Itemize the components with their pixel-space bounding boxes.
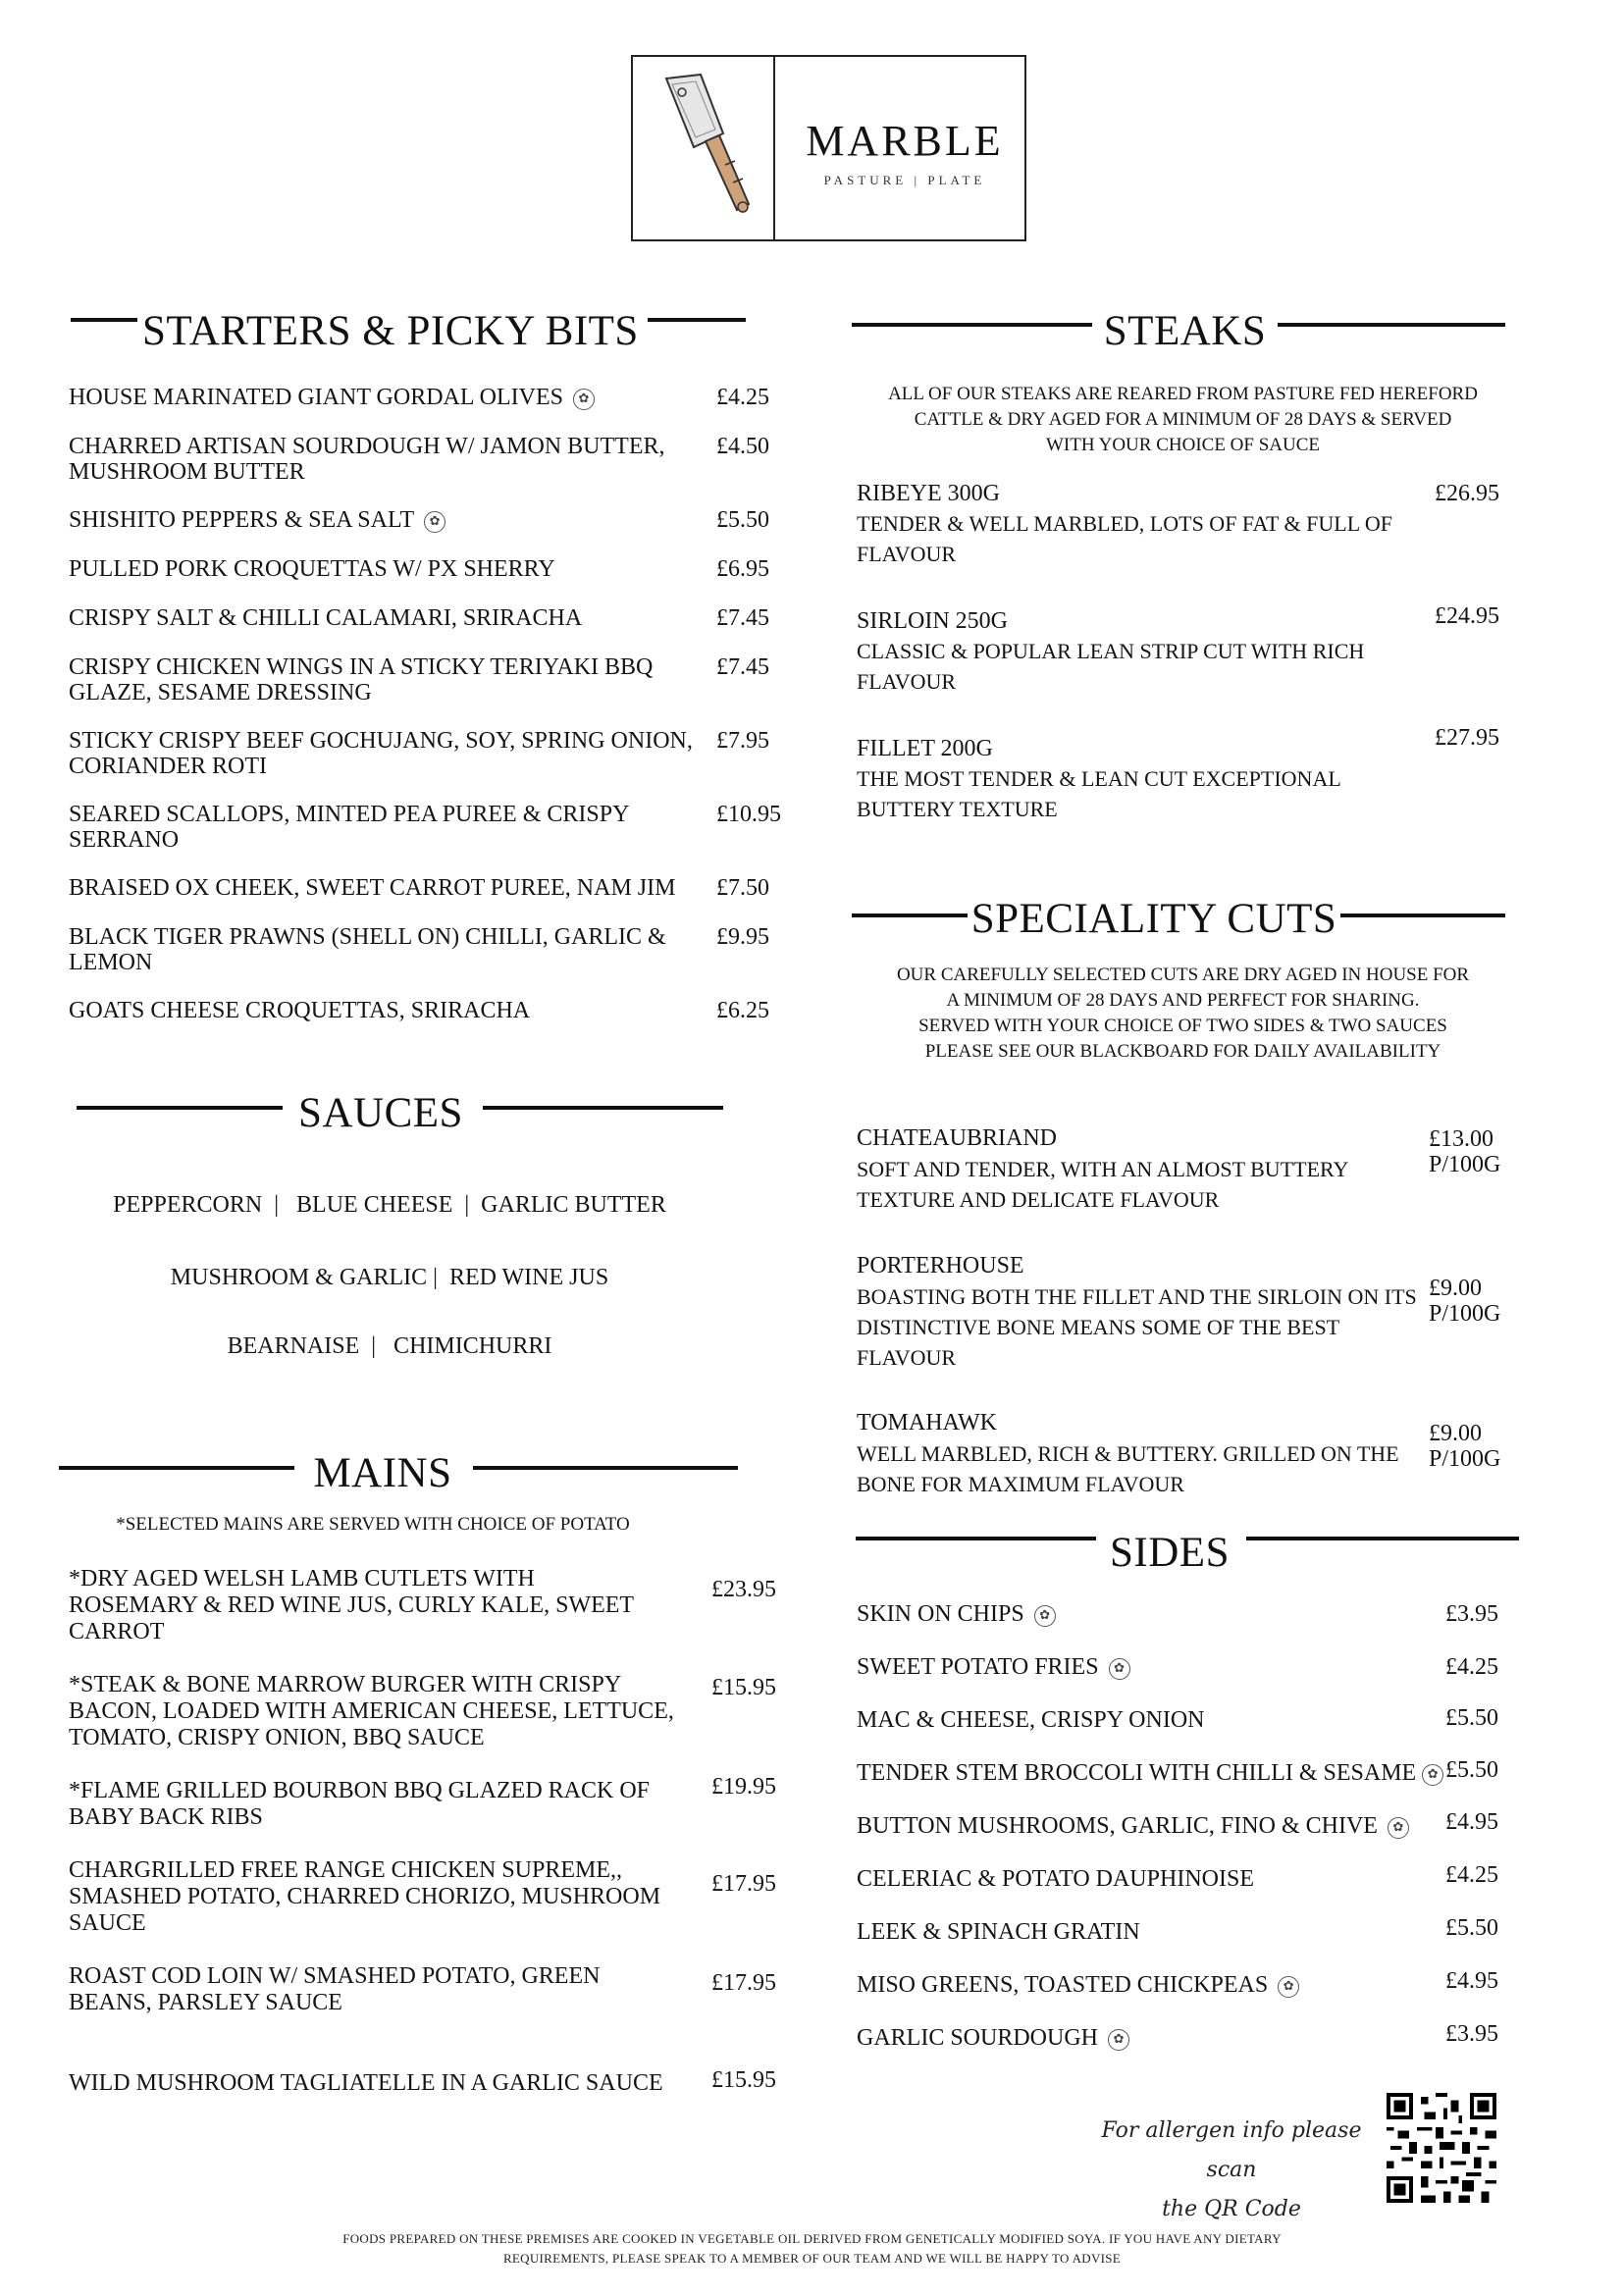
cut-price: £9.00 P/100G: [1429, 1421, 1501, 1472]
main-item: *DRY AGED WELSH LAMB CUTLETS WITH ROSEMARY & RED WINE JUS, CURLY KALE, SWEET CARROT: [69, 1566, 634, 1644]
brand-tagline: PASTURE | PLATE: [823, 173, 986, 187]
steak-price: £26.95: [1435, 481, 1499, 506]
starter-item: CRISPY SALT & CHILLI CALAMARI, SRIRACHA: [69, 605, 583, 631]
sauce-row: BEARNAISE | CHIMICHURRI: [227, 1333, 552, 1359]
sides-rule-left: [856, 1537, 1096, 1540]
sauces-rule-left: [77, 1106, 283, 1110]
main-price: £23.95: [711, 1577, 776, 1602]
brand-name: MARBLE: [806, 117, 1004, 165]
steak-price: £24.95: [1435, 603, 1499, 629]
qr-code-icon[interactable]: [1387, 2093, 1496, 2203]
side-item: MAC & CHEESE, CRISPY ONION: [857, 1707, 1205, 1733]
side-price: £4.25: [1445, 1654, 1498, 1680]
steak-name: RIBEYE 300G: [857, 481, 1000, 506]
main-price: £15.95: [711, 1675, 776, 1700]
side-price: £3.95: [1445, 2021, 1498, 2047]
side-item: LEEK & SPINACH GRATIN: [857, 1919, 1140, 1945]
side-item: SKIN ON CHIPS ✿: [857, 1599, 1056, 1629]
starter-item: GOATS CHEESE CROQUETTAS, SRIRACHA: [69, 998, 531, 1023]
cut-price: £9.00 P/100G: [1429, 1276, 1501, 1327]
starter-price: £6.95: [716, 556, 769, 582]
side-price: £5.50: [1445, 1915, 1498, 1941]
cut-name: TOMAHAWK: [857, 1410, 997, 1435]
sides-heading: SIDES: [1110, 1530, 1230, 1576]
starter-item: CRISPY CHICKEN WINGS IN A STICKY TERIYAKI BBQ GLAZE, SESAME DRESSING: [69, 654, 654, 705]
sauces-heading: SAUCES: [298, 1090, 463, 1136]
steak-desc: THE MOST TENDER & LEAN CUT EXCEPTIONAL BUTTERY TEXTURE: [857, 766, 1340, 821]
steaks-rule-left: [852, 323, 1092, 327]
side-item: CELERIAC & POTATO DAUPHINOISE: [857, 1866, 1254, 1892]
main-price: £19.95: [711, 1774, 776, 1800]
side-item: GARLIC SOURDOUGH ✿: [857, 2023, 1129, 2053]
starter-item: PULLED PORK CROQUETTAS W/ PX SHERRY: [69, 556, 555, 582]
brand-logo: [631, 55, 1026, 241]
logo-divider: [773, 57, 775, 239]
speciality-intro: OUR CAREFULLY SELECTED CUTS ARE DRY AGED IN HOUSE FOR A MINIMUM OF 28 DAYS AND PERFECT FOR SHARING. SERVED WITH YOUR CHOICE OF TWO SIDES & TWO SAUCES PLEASE SEE OUR BLACKBOARD FOR DAILY AVAILABILITY: [896, 965, 1470, 1062]
starters-heading: STARTERS & PICKY BITS: [142, 308, 639, 354]
starter-price: £7.45: [716, 605, 769, 631]
speciality-heading: SPECIALITY CUTS: [970, 896, 1337, 942]
steaks-heading: STEAKS: [1103, 308, 1267, 354]
vegan-icon: ✿: [1388, 1817, 1409, 1839]
steak-name: FILLET 200G: [857, 736, 993, 761]
speciality-rule-right: [1340, 913, 1505, 917]
main-price: £17.95: [711, 1970, 776, 1996]
starter-price: £5.50: [716, 507, 769, 533]
sauce-row: PEPPERCORN | BLUE CHEESE | GARLIC BUTTER: [113, 1192, 666, 1218]
steak-price: £27.95: [1435, 725, 1499, 751]
mains-rule-right: [473, 1466, 738, 1470]
main-item: *FLAME GRILLED BOURBON BBQ GLAZED RACK OF BABY BACK RIBS: [69, 1778, 651, 1830]
side-item: MISO GREENS, TOASTED CHICKPEAS ✿: [857, 1970, 1299, 2000]
starter-item: BLACK TIGER PRAWNS (SHELL ON) CHILLI, GARLIC & LEMON: [69, 924, 666, 975]
vegan-icon: ✿: [1108, 2029, 1129, 2051]
steak-desc: TENDER & WELL MARBLED, LOTS OF FAT & FULL OF FLAVOUR: [857, 511, 1392, 566]
main-item: CHARGRILLED FREE RANGE CHICKEN SUPREME,, SMASHED POTATO, CHARRED CHORIZO, MUSHROOM SAUCE: [69, 1857, 661, 1936]
starter-price: £9.95: [716, 924, 769, 950]
footer-disclaimer: FOODS PREPARED ON THESE PREMISES ARE COOKED IN VEGETABLE OIL DERIVED FROM GENETICALLY MODIFIED SOYA. IF YOU HAVE ANY DIETARY REQUIREMENTS, PLEASE SPEAK TO A MEMBER OF OUR TEAM AND WE WILL BE HAPPY TO ADVISE: [342, 2231, 1282, 2266]
main-price: £15.95: [711, 2067, 776, 2093]
sauces-rule-right: [483, 1106, 723, 1110]
sides-rule-right: [1246, 1537, 1519, 1540]
main-item: *STEAK & BONE MARROW BURGER WITH CRISPY BACON, LOADED WITH AMERICAN CHEESE, LETTUCE, TOMATO, CRISPY ONION, BBQ SAUCE: [69, 1672, 674, 1750]
mains-rule-left: [59, 1466, 294, 1470]
speciality-rule-left: [852, 913, 968, 917]
vegan-icon: ✿: [1422, 1764, 1443, 1786]
cut-price: £13.00 P/100G: [1429, 1126, 1501, 1177]
cleaver-icon: [647, 67, 764, 229]
starter-item: CHARRED ARTISAN SOURDOUGH W/ JAMON BUTTER, MUSHROOM BUTTER: [69, 434, 665, 485]
cut-desc: SOFT AND TENDER, WITH AN ALMOST BUTTERY TEXTURE AND DELICATE FLAVOUR: [857, 1157, 1348, 1212]
starter-price: £10.95: [716, 802, 781, 827]
mains-heading: MAINS: [313, 1450, 452, 1496]
starter-price: £4.50: [716, 434, 769, 459]
steak-name: SIRLOIN 250G: [857, 608, 1008, 634]
side-price: £4.25: [1445, 1862, 1498, 1888]
side-price: £5.50: [1445, 1705, 1498, 1731]
starter-price: £7.45: [716, 654, 769, 680]
side-item: TENDER STEM BROCCOLI WITH CHILLI & SESAME ✿: [857, 1758, 1443, 1788]
starter-item: STICKY CRISPY BEEF GOCHUJANG, SOY, SPRING ONION, CORIANDER ROTI: [69, 728, 693, 779]
starter-price: £7.95: [716, 728, 769, 754]
starter-item: SHISHITO PEPPERS & SEA SALT ✿: [69, 507, 707, 533]
vegan-icon: ✿: [573, 389, 595, 410]
side-item: BUTTON MUSHROOMS, GARLIC, FINO & CHIVE ✿: [857, 1811, 1409, 1841]
mains-note: *SELECTED MAINS ARE SERVED WITH CHOICE OF POTATO: [116, 1514, 630, 1535]
side-price: £5.50: [1445, 1757, 1498, 1783]
starter-price: £7.50: [716, 875, 769, 901]
cut-desc: BOASTING BOTH THE FILLET AND THE SIRLOIN ON ITS DISTINCTIVE BONE MEANS SOME OF THE BEST FLAVOUR: [857, 1284, 1417, 1370]
steaks-rule-right: [1278, 323, 1505, 327]
side-item: SWEET POTATO FRIES ✿: [857, 1652, 1130, 1682]
steaks-intro: ALL OF OUR STEAKS ARE REARED FROM PASTURE FED HEREFORD CATTLE & DRY AGED FOR A MINIMUM OF 28 DAYS & SERVED WITH YOUR CHOICE OF SAUCE: [888, 384, 1478, 455]
side-price: £4.95: [1445, 1809, 1498, 1835]
side-price: £4.95: [1445, 1968, 1498, 1994]
vegan-icon: ✿: [1278, 1976, 1299, 1998]
vegan-icon: ✿: [424, 511, 445, 533]
starter-item: BRAISED OX CHEEK, SWEET CARROT PUREE, NAM JIM: [69, 875, 676, 901]
vegan-icon: ✿: [1034, 1605, 1056, 1627]
allergen-note: For allergen info please scan the QR Code: [1101, 2118, 1362, 2221]
starter-price: £6.25: [716, 998, 769, 1023]
side-price: £3.95: [1445, 1601, 1498, 1627]
sauce-row: MUSHROOM & GARLIC | RED WINE JUS: [170, 1265, 609, 1290]
cut-name: PORTERHOUSE: [857, 1253, 1024, 1278]
starters-rule-right: [648, 318, 746, 322]
starter-item: SEARED SCALLOPS, MINTED PEA PUREE & CRISPY SERRANO: [69, 802, 629, 853]
starters-rule-left: [71, 318, 137, 322]
cut-name: CHATEAUBRIAND: [857, 1125, 1057, 1151]
vegan-icon: ✿: [1109, 1658, 1130, 1680]
main-price: £17.95: [711, 1871, 776, 1897]
starter-price: £4.25: [716, 385, 769, 410]
steak-desc: CLASSIC & POPULAR LEAN STRIP CUT WITH RICH FLAVOUR: [857, 639, 1365, 694]
main-item: WILD MUSHROOM TAGLIATELLE IN A GARLIC SAUCE: [69, 2070, 663, 2096]
main-item: ROAST COD LOIN W/ SMASHED POTATO, GREEN BEANS, PARSLEY SAUCE: [69, 1963, 601, 2015]
cut-desc: WELL MARBLED, RICH & BUTTERY. GRILLED ON THE BONE FOR MAXIMUM FLAVOUR: [857, 1441, 1399, 1496]
starter-item: HOUSE MARINATED GIANT GORDAL OLIVES ✿: [69, 385, 707, 410]
